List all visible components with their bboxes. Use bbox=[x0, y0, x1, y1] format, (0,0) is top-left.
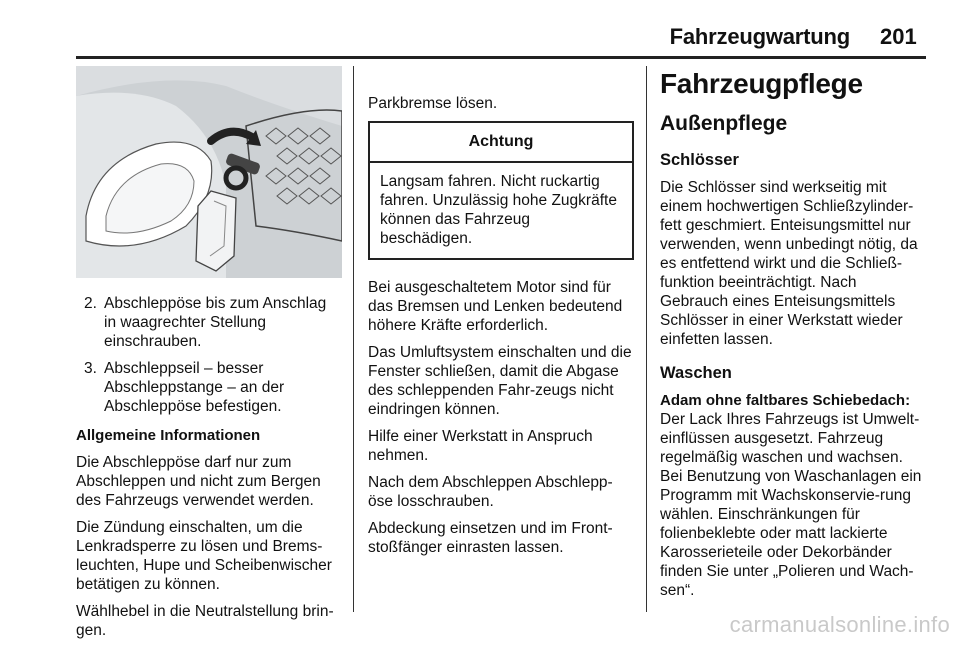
paragraph: Wählhebel in die Neutralstellung brin-gen. bbox=[76, 603, 334, 639]
locks-heading: Schlösser bbox=[660, 151, 739, 169]
paragraph: Nach dem Abschleppen Abschlepp-öse losschrauben. bbox=[368, 474, 613, 510]
chapter-heading: Fahrzeugpflege bbox=[660, 68, 863, 99]
paragraph: Die Schlösser sind werkseitig mit einem hochwertigen Schließzylinder-fett geschmiert. Enteisungsmittel nur verwenden, wenn unbedingt nötig, da es entfettend wirkt und die Schließ-funktion beeinträchtigt. Nach Gebrauch eines Enteisungsmittels Schlösser in einer Werkstatt wieder einfetten lassen. bbox=[660, 179, 918, 348]
column-3 bbox=[660, 66, 928, 600]
warning-box bbox=[368, 121, 634, 260]
general-info-heading: Allgemeine Informationen bbox=[76, 427, 261, 444]
column-1 bbox=[76, 66, 342, 648]
step-text: Abschleppöse bis zum Anschlag in waagrechter Stellung einschrauben. bbox=[104, 295, 327, 350]
wash-heading: Waschen bbox=[660, 364, 732, 382]
step-item bbox=[76, 359, 342, 416]
header-rule bbox=[76, 56, 926, 59]
column-2 bbox=[368, 66, 634, 565]
step-number: 3. bbox=[84, 360, 97, 377]
paragraph: Parkbremse lösen. bbox=[368, 95, 498, 112]
step-number: 2. bbox=[84, 295, 97, 312]
column-divider bbox=[353, 66, 354, 612]
page-number: 201 bbox=[880, 24, 917, 49]
paragraph: Die Zündung einschalten, um die Lenkradsperre zu lösen und Brems-leuchten, Hupe und Scheibenwischer betätigen zu können. bbox=[76, 519, 332, 593]
paragraph: Die Abschleppöse darf nur zum Abschleppen und nicht zum Bergen des Fahrzeugs verwendet werden. bbox=[76, 454, 321, 509]
column-divider bbox=[646, 66, 647, 612]
paragraph: Abdeckung einsetzen und im Front-stoßfänger einrasten lassen. bbox=[368, 520, 613, 556]
tow-eye-illustration bbox=[76, 66, 342, 278]
paragraph: Das Umluftsystem einschalten und die Fenster schließen, damit die Abgase des schleppenden Fahr-zeugs nicht eindringen können. bbox=[368, 344, 632, 418]
watermark: carmanualsonline.info bbox=[729, 612, 950, 637]
step-list bbox=[76, 294, 342, 416]
wash-paragraph bbox=[660, 391, 928, 600]
warning-title: Achtung bbox=[370, 123, 632, 163]
step-item bbox=[76, 294, 342, 351]
warning-text: Langsam fahren. Nicht ruckartig fahren. Unzulässig hohe Zugkräfte können das Fahrzeug beschädigen. bbox=[380, 173, 617, 247]
paragraph: Hilfe einer Werkstatt in Anspruch nehmen. bbox=[368, 428, 593, 464]
section-heading: Außenpflege bbox=[660, 112, 788, 135]
wash-inline-heading: Adam ohne faltbares Schiebedach: bbox=[660, 392, 911, 409]
step-text: Abschleppseil – besser Abschleppstange – an der Abschleppöse befestigen. bbox=[104, 360, 285, 415]
wash-text: Der Lack Ihres Fahrzeugs ist Umwelt-einflüssen ausgesetzt. Fahrzeug regelmäßig waschen und wachsen. Bei Benutzung von Waschanlagen ein Programm mit Wachskonservie-rung wählen. Einschränkungen für folienbeklebte oder matt lackierte Karosserieteile oder Dekorbänder finden Sie unter „Polieren und Wach-sen“. bbox=[660, 411, 922, 599]
paragraph: Bei ausgeschaltetem Motor sind für das Bremsen und Lenken bedeutend höhere Kräfte erforderlich. bbox=[368, 279, 623, 334]
tow-eye-drawing bbox=[76, 66, 342, 278]
section-title: Fahrzeugwartung bbox=[669, 24, 850, 49]
